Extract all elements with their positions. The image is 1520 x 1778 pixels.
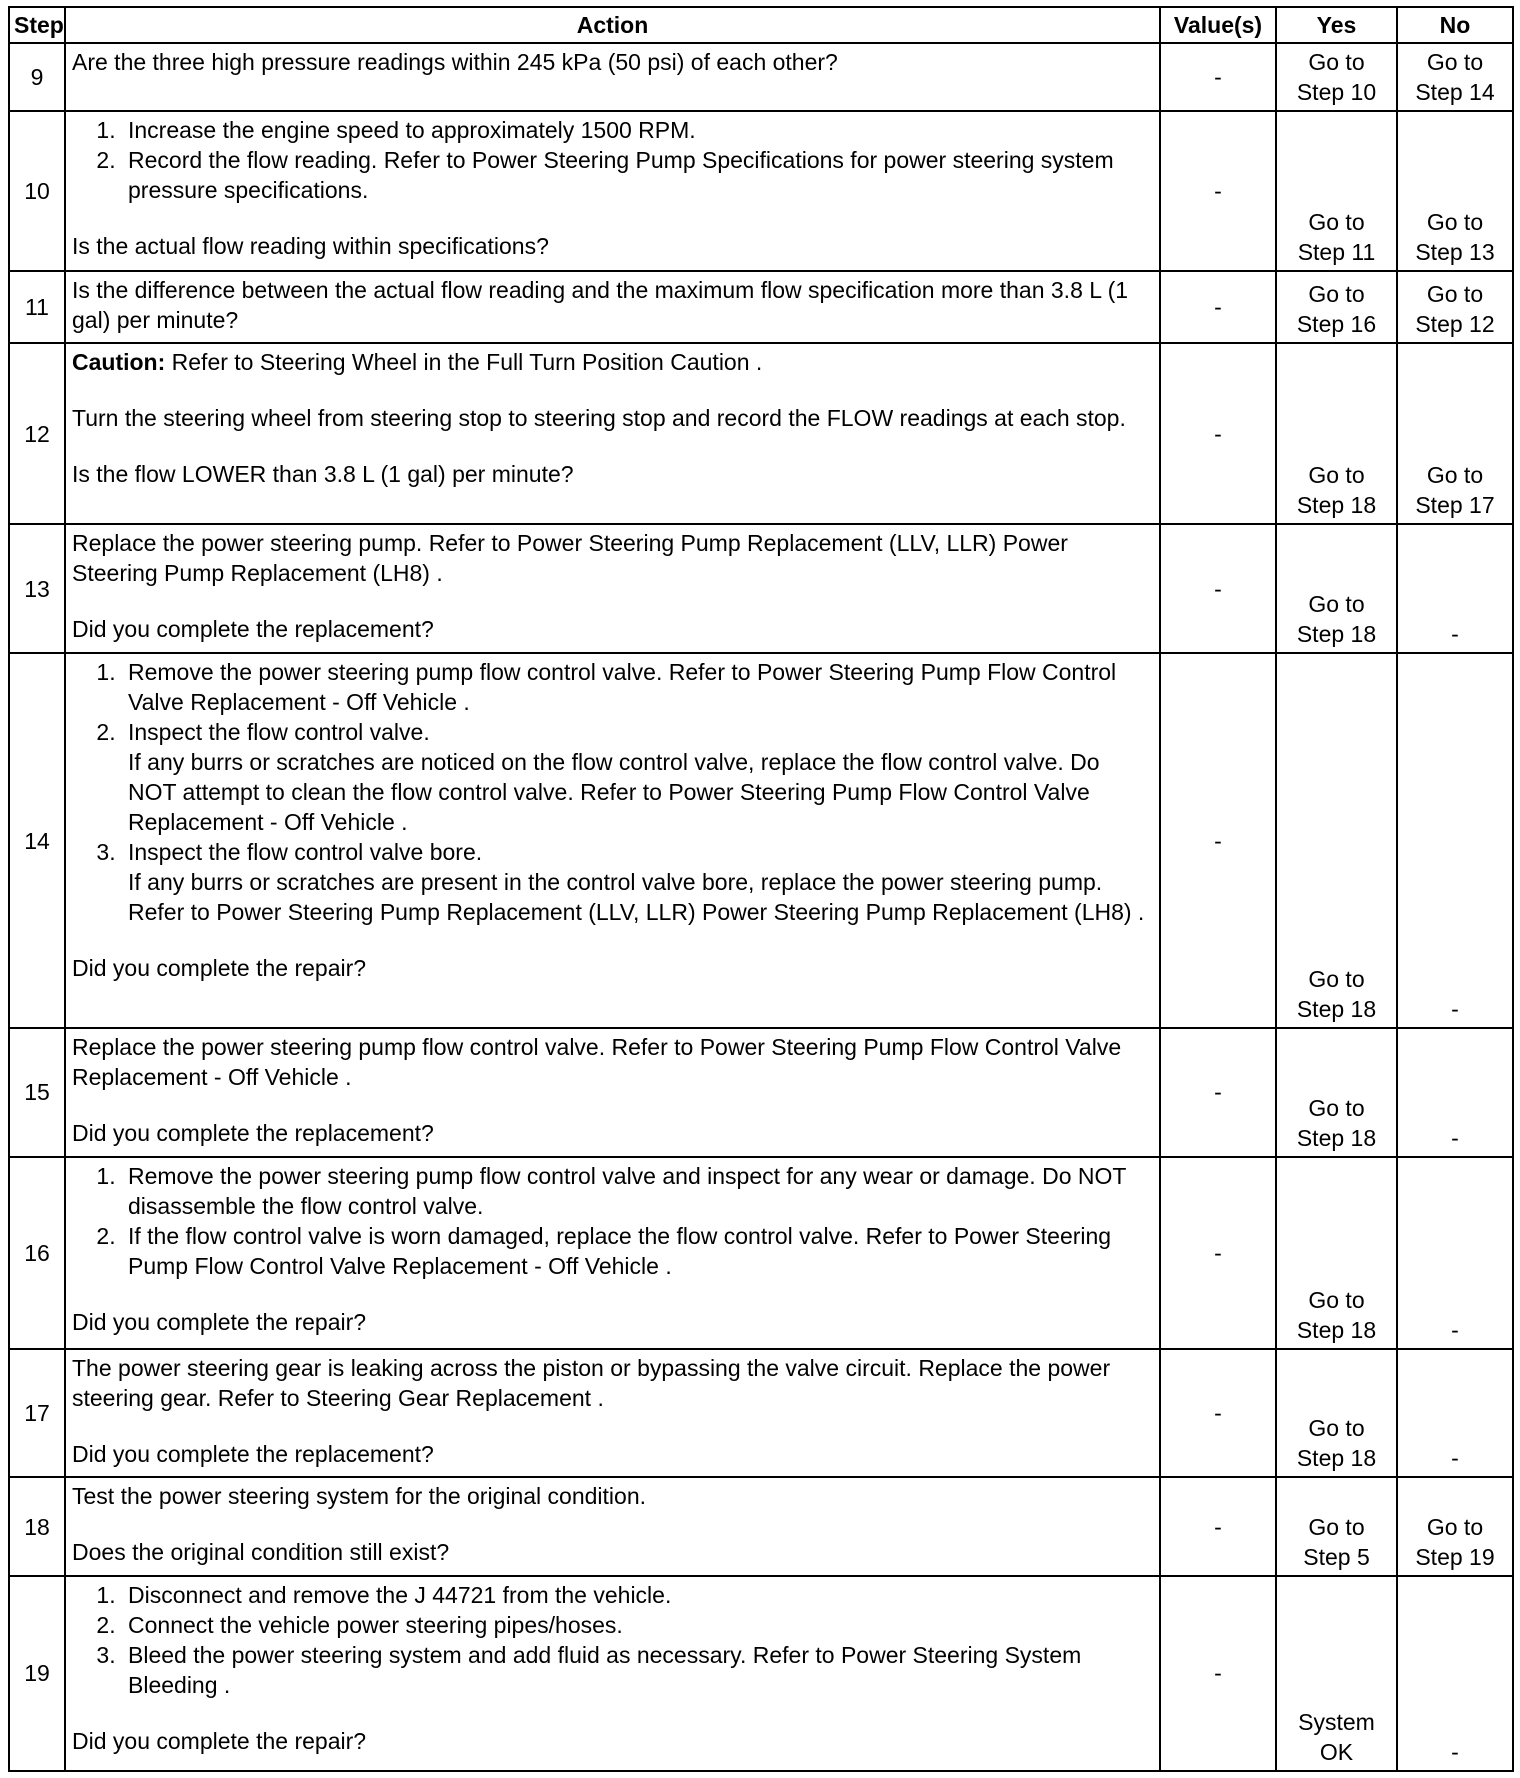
yes-line: Step 11 [1297,239,1376,266]
table-row [9,111,1513,271]
diagnostic-table-page [8,6,1512,1772]
yes-cell [1276,653,1397,1028]
yes-line: Step 18 [1296,1316,1377,1343]
no-cell [1397,43,1513,111]
action-step-note: If any burrs or scratches are present in the control valve bore, replace the power steering pump. Refer to Power Steering Pump Replacement (LLV, LLR) Power Steering Pump Replacement (LH8) . [128,869,1145,926]
no-cell [1397,1477,1513,1576]
yes-line: Go to [1308,1415,1365,1442]
action-cell [65,1349,1160,1478]
yes-line: Step 16 [1296,310,1377,337]
no-line: Step 13 [1415,239,1495,266]
yes-cell [1276,111,1397,271]
action-cell [65,1477,1160,1576]
action-instruction: Test the power steering system for the original condition. [72,1483,647,1510]
action-cell [65,653,1160,1028]
action-cell [65,1576,1160,1771]
header-row [9,7,1513,43]
yes-line: Go to [1308,966,1365,993]
action-question: Does the original condition still exist? [72,1539,450,1566]
step-number: 14 [9,653,65,1028]
action-cell [65,43,1160,111]
no-line: Step 17 [1415,492,1495,519]
action-step-main: 3. Inspect the flow control valve bore. [128,839,483,866]
action-step-item [122,837,1153,927]
table-row [9,43,1513,111]
value-cell: - [1160,1477,1276,1576]
yes-cell [1276,524,1397,653]
action-question: Is the flow LOWER than 3.8 L (1 gal) per minute? [72,460,574,487]
action-cell [65,111,1160,271]
table-row [9,1157,1513,1349]
yes-line: Step 10 [1296,79,1377,106]
value-cell: - [1160,1576,1276,1771]
caution-note [72,347,1153,377]
caution-text: Refer to Steering Wheel in the Full Turn Position Caution . [165,348,763,375]
yes-line: Go to [1308,462,1365,489]
action-step-item: 3. Bleed the power steering system and add fluid as necessary. Refer to Power Steering System Bleeding . [122,1640,1153,1700]
step-number: 17 [9,1349,65,1478]
yes-cell [1276,1576,1397,1771]
action-cell [65,343,1160,525]
action-cell [65,1028,1160,1157]
yes-line: Step 18 [1296,1124,1377,1151]
step-number: 10 [9,111,65,271]
action-question: Are the three high pressure readings within 245 kPa (50 psi) of each other? [72,49,838,75]
action-question: Did you complete the replacement? [72,616,434,643]
action-question: Is the difference between the actual flow reading and the maximum flow specification more than 3.8 L (1 gal) per minute? [72,277,1129,334]
yes-line: System [1298,1709,1375,1735]
step-number: 13 [9,524,65,653]
value-cell: - [1160,653,1276,1028]
action-question: Is the actual flow reading within specifications? [72,233,549,260]
no-cell: - [1397,524,1513,653]
action-step-item: 1. Disconnect and remove the J 44721 from the vehicle. [122,1580,1153,1610]
no-cell [1397,343,1513,525]
yes-cell [1276,1477,1397,1576]
yes-line: Step 18 [1296,996,1377,1023]
value-cell: - [1160,43,1276,111]
action-step-item: 2. Connect the vehicle power steering pipes/hoses. [122,1610,1153,1640]
yes-line: Go to [1308,209,1365,236]
step-number: 9 [9,43,65,111]
step-number: 18 [9,1477,65,1576]
diagnostic-table [8,6,1514,1772]
action-step-item: 1. Remove the power steering pump flow control valve and inspect for any wear or damage. Do NOT disassemble the flow control valve. [122,1161,1153,1221]
action-question: Did you complete the repair? [72,955,367,982]
no-cell [1397,271,1513,342]
no-line: Step 19 [1415,1543,1495,1570]
yes-line: Go to [1308,49,1365,76]
yes-line: OK [1319,1739,1354,1765]
action-instruction: Turn the steering wheel from steering stop to steering stop and record the FLOW readings at each stop. [72,404,1126,431]
action-question: Did you complete the repair? [72,1308,367,1335]
yes-cell [1276,343,1397,525]
action-cell [65,1157,1160,1349]
yes-cell [1276,1349,1397,1478]
table-row [9,271,1513,342]
no-cell: - [1397,1576,1513,1771]
table-row [9,1028,1513,1157]
step-number: 15 [9,1028,65,1157]
header-yes: Yes [1276,7,1397,43]
no-line: Go to [1426,280,1484,307]
yes-cell [1276,271,1397,342]
no-line: Step 14 [1415,79,1495,106]
action-question: Did you complete the repair? [72,1727,367,1754]
value-cell: - [1160,1028,1276,1157]
step-number: 12 [9,343,65,525]
no-cell: - [1397,1028,1513,1157]
value-cell: - [1160,1157,1276,1349]
no-line: Go to [1426,209,1484,236]
no-cell: - [1397,1349,1513,1478]
no-line: Step 12 [1415,310,1495,337]
no-cell [1397,111,1513,271]
value-cell: - [1160,524,1276,653]
action-step-item: 2. Record the flow reading. Refer to Power Steering Pump Specifications for power steering system pressure specifications. [122,145,1153,205]
step-number: 11 [9,271,65,342]
table-row [9,343,1513,525]
yes-line: Step 18 [1296,1445,1377,1472]
value-cell: - [1160,343,1276,525]
action-steps [72,1580,1153,1700]
yes-cell [1276,1028,1397,1157]
yes-line: Step 18 [1296,621,1377,648]
no-cell: - [1397,653,1513,1028]
action-cell [65,271,1160,342]
header-no: No [1397,7,1513,43]
table-row [9,653,1513,1028]
yes-line: Go to [1308,1286,1365,1313]
action-steps [72,115,1153,205]
action-cell [65,524,1160,653]
action-step-item [122,657,1153,717]
action-instruction: Replace the power steering pump. Refer to Power Steering Pump Replacement (LLV, LLR) Power Steering Pump Replacement (LH8) . [72,530,1068,587]
header-values: Value(s) [1160,7,1276,43]
no-cell: - [1397,1157,1513,1349]
yes-line: Step 18 [1296,492,1377,519]
table-row [9,1576,1513,1771]
action-step-item: 2. If the flow control valve is worn damaged, replace the flow control valve. Refer to Power Steering Pump Flow Control Valve Replacement - Off Vehicle . [122,1221,1153,1281]
action-instruction: Replace the power steering pump flow control valve. Refer to Power Steering Pump Flow Control Valve Replacement - Off Vehicle . [72,1034,1122,1091]
value-cell: - [1160,1349,1276,1478]
step-number: 16 [9,1157,65,1349]
table-row [9,1477,1513,1576]
action-instruction: The power steering gear is leaking across the piston or bypassing the valve circuit. Replace the power steering gear. Refer to Steering Gear Replacement . [72,1354,1111,1411]
yes-cell [1276,1157,1397,1349]
value-cell: - [1160,111,1276,271]
yes-line: Go to [1308,1513,1365,1540]
no-line: Go to [1426,462,1484,489]
action-steps [72,657,1153,927]
table-row [9,1349,1513,1478]
value-cell: - [1160,271,1276,342]
action-step-item: 1. Increase the engine speed to approximately 1500 RPM. [122,115,1153,145]
action-question: Did you complete the replacement? [72,1120,434,1147]
yes-line: Go to [1308,1094,1365,1121]
action-step-main: 1. Remove the power steering pump flow control valve. Refer to Power Steering Pump Flow Control Valve Replacement - Off Vehicle . [128,659,1117,716]
table-row [9,524,1513,653]
action-step-item [122,717,1153,837]
header-action: Action [65,7,1160,43]
yes-line: Go to [1308,280,1365,307]
step-number: 19 [9,1576,65,1771]
action-question: Did you complete the replacement? [72,1440,434,1467]
caution-label: Caution: [72,348,166,375]
action-step-main: 2. Inspect the flow control valve. [128,719,430,746]
yes-cell [1276,43,1397,111]
header-step: Step [9,7,65,43]
action-steps [72,1161,1153,1281]
yes-line: Go to [1308,591,1365,618]
action-step-note: If any burrs or scratches are noticed on the flow control valve, replace the flow control valve. Do NOT attempt to clean the flow control valve. Refer to Power Steering Pump Flow Control Valve Replacement - Off Vehicle . [128,749,1100,836]
no-line: Go to [1426,1513,1484,1540]
no-line: Go to [1426,49,1484,76]
yes-line: Step 5 [1303,1543,1370,1570]
